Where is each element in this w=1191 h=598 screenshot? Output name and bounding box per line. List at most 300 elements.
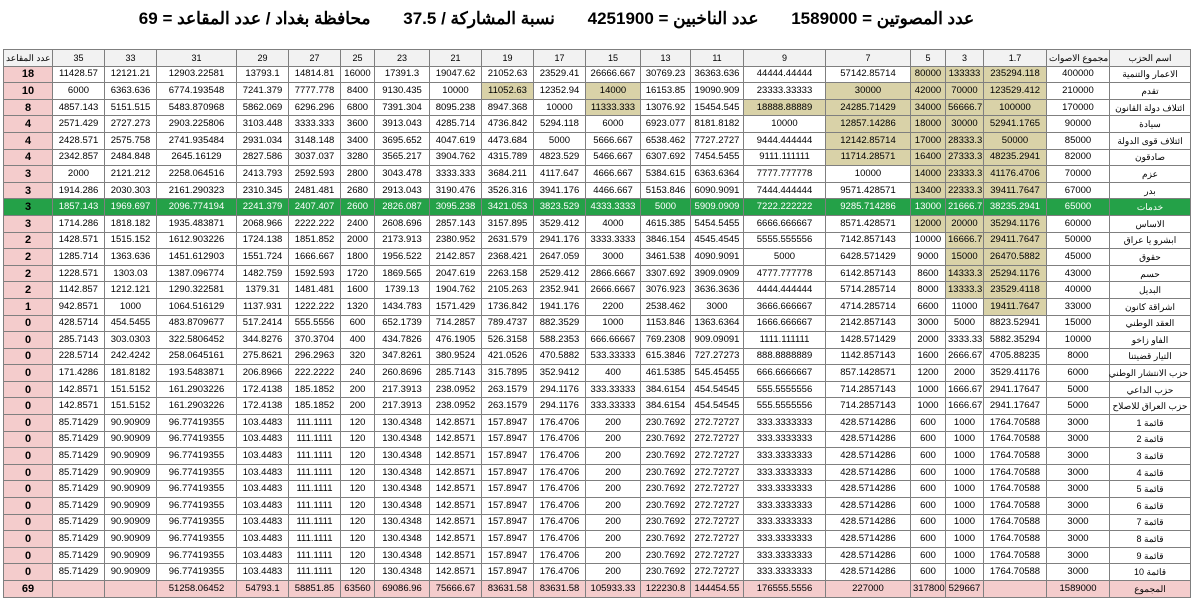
seat-count: 2 [4,282,53,299]
quotient-cell: 428.5714286 [826,564,911,581]
quotient-cell: 6538.462 [641,132,691,149]
quotient-cell: 103.4483 [237,531,289,548]
quotient-cell: 3636.3636 [691,282,744,299]
quotient-cell: 130.4348 [375,547,430,564]
party-name: حسم [1110,265,1191,282]
divisor-header: 33 [105,50,157,67]
quotient-cell: 19047.62 [430,66,482,83]
quotient-cell: 1764.70588 [984,431,1047,448]
quotient-cell: 1379.31 [237,282,289,299]
quotient-cell: 8600 [911,265,946,282]
quotient-cell: 200 [586,464,641,481]
quotient-cell: 1851.852 [289,232,341,249]
quotient-cell: 714.2857143 [826,381,911,398]
divisor-header: 5 [911,50,946,67]
quotient-cell: 3600 [341,116,375,133]
quotient-cell: 2941.17647 [984,381,1047,398]
quotient-cell: 3695.652 [375,132,430,149]
quotient-cell: 16400 [911,149,946,166]
seat-count: 0 [4,398,53,415]
quotient-cell: 142.8571 [430,564,482,581]
quotient-cell: 111.1111 [289,464,341,481]
votes-cell: 85000 [1047,132,1110,149]
table-row [4,498,1191,515]
quotient-cell: 1000 [911,398,946,415]
quotient-cell: 3333.3333 [586,232,641,249]
quotient-cell: 2096.774194 [157,199,237,216]
quotient-cell: 476.1905 [430,332,482,349]
quotient-cell: 176.4706 [534,481,586,498]
quotient-cell: 133333 [946,66,984,83]
quotient-cell: 96.77419355 [157,431,237,448]
votes-cell: 3000 [1047,481,1110,498]
seat-count: 10 [4,83,53,100]
quotient-cell: 171.4286 [53,365,105,382]
quotient-cell: 315.7895 [482,365,534,382]
total-seats: 69 [4,581,53,598]
quotient-cell: 4714.285714 [826,298,911,315]
divisor-header: 9 [744,50,826,67]
quotient-cell: 85.71429 [53,498,105,515]
quotient-cell: 23333.3 [946,166,984,183]
quotient-cell: 428.5714286 [826,464,911,481]
quotient-cell: 3307.692 [641,265,691,282]
quotient-cell: 90.90909 [105,547,157,564]
table-row [4,348,1191,365]
quotient-cell: 272.72727 [691,431,744,448]
quotient-cell: 6296.296 [289,99,341,116]
quotient-cell: 9285.714286 [826,199,911,216]
table-row [4,232,1191,249]
quotient-cell: 3529.41176 [984,365,1047,382]
quotient-cell: 3148.148 [289,132,341,149]
quotient-cell: 272.72727 [691,547,744,564]
quotient-cell: 16000 [341,66,375,83]
quotient-cell: 272.72727 [691,448,744,465]
quotient-cell: 123529.412 [984,83,1047,100]
party-name: بدر [1110,182,1191,199]
votes-cell: 3000 [1047,431,1110,448]
quotient-cell: 96.77419355 [157,564,237,581]
quotient-cell: 230.7692 [641,498,691,515]
quotient-cell: 130.4348 [375,464,430,481]
quotient-cell: 666.6666667 [744,365,826,382]
votes-cell: 65000 [1047,199,1110,216]
quotient-cell: 12142.85714 [826,132,911,149]
divisor-header: 19 [482,50,534,67]
table-row [4,398,1191,415]
quotient-cell: 23333.33333 [744,83,826,100]
quotient-cell: 588.2353 [534,332,586,349]
quotient-cell: 1153.846 [641,315,691,332]
quotient-cell: 19411.7647 [984,298,1047,315]
divisor-header: 7 [826,50,911,67]
quotient-cell: 1000 [946,415,984,432]
quotient-cell: 2941.17647 [984,398,1047,415]
quotient-cell: 30000 [826,83,911,100]
quotient-cell: 1285.714 [53,249,105,266]
quotient-cell: 56666.7 [946,99,984,116]
quotient-cell: 12121.21 [105,66,157,83]
quotient-cell: 57142.85714 [826,66,911,83]
quotient-cell: 333.3333333 [744,531,826,548]
votes-cell: 3000 [1047,531,1110,548]
quotient-cell: 4777.777778 [744,265,826,282]
votes-cell: 43000 [1047,265,1110,282]
quotient-cell: 545.45455 [691,365,744,382]
quotient-cell: 4315.789 [482,149,534,166]
quotient-cell: 1000 [946,464,984,481]
quotient-cell: 10000 [744,116,826,133]
party-name: قائمة 1 [1110,415,1191,432]
quotient-cell: 96.77419355 [157,547,237,564]
quotient-cell: 3846.154 [641,232,691,249]
quotient-cell: 11052.63 [482,83,534,100]
quotient-cell: 26666.667 [586,66,641,83]
quotient-cell: 8095.238 [430,99,482,116]
quotient-cell: 615.3846 [641,348,691,365]
electors-count: عدد الناخبين = 4251900 [587,9,759,28]
table-row [4,381,1191,398]
participation-rate: نسبة المشاركة / 37.5 [403,9,555,28]
quotient-cell: 100000 [984,99,1047,116]
quotient-cell: 428.5714286 [826,448,911,465]
quotient-cell: 421.0526 [482,348,534,365]
party-header: اسم الحزب [1110,50,1191,67]
quotient-cell: 120 [341,481,375,498]
quotient-cell: 111.1111 [289,564,341,581]
quotient-cell: 428.5714286 [826,531,911,548]
quotient-cell: 2538.462 [641,298,691,315]
table-row [4,415,1191,432]
quotient-cell: 3904.762 [430,149,482,166]
quotient-cell: 157.8947 [482,431,534,448]
quotient-cell: 130.4348 [375,448,430,465]
quotient-cell: 1111.111111 [744,332,826,349]
quotient-cell: 120 [341,498,375,515]
divisor-header: 3 [946,50,984,67]
quotient-cell: 1551.724 [237,249,289,266]
quotient-cell: 5454.5455 [691,215,744,232]
total-cell [984,581,1047,598]
quotient-cell: 2666.67 [946,348,984,365]
seat-count: 0 [4,332,53,349]
quotient-cell: 85.71429 [53,531,105,548]
quotient-cell: 27333.3 [946,149,984,166]
quotient-cell: 200 [586,514,641,531]
total-cell: 83631.58 [482,581,534,598]
quotient-cell: 1764.70588 [984,448,1047,465]
quotient-cell: 85.71429 [53,547,105,564]
votes-cell: 6000 [1047,365,1110,382]
quotient-cell: 2857.143 [430,215,482,232]
party-name: حزب الانتشار الوطني [1110,365,1191,382]
votes-cell: 90000 [1047,116,1110,133]
quotient-cell: 7142.857143 [826,232,911,249]
quotient-cell: 13793.1 [237,66,289,83]
quotient-cell: 470.5882 [534,348,586,365]
votes-cell: 45000 [1047,249,1110,266]
quotient-cell: 8571.428571 [826,215,911,232]
quotient-cell: 22333.3 [946,182,984,199]
quotient-cell: 85.71429 [53,431,105,448]
table-row [4,132,1191,149]
quotient-cell: 6800 [341,99,375,116]
quotient-cell: 90.90909 [105,514,157,531]
quotient-cell: 235294.118 [984,66,1047,83]
quotient-cell: 96.77419355 [157,531,237,548]
quotient-cell: 2428.571 [53,132,105,149]
quotient-cell: 1714.286 [53,215,105,232]
quotient-cell: 1363.6364 [691,315,744,332]
table-row [4,431,1191,448]
quotient-cell: 3565.217 [375,149,430,166]
quotient-cell: 240 [341,365,375,382]
quotient-cell: 90.90909 [105,415,157,432]
quotient-cell: 7777.777778 [744,166,826,183]
party-name: صادقون [1110,149,1191,166]
quotient-cell: 428.5714286 [826,498,911,515]
quotient-cell: 157.8947 [482,531,534,548]
quotient-cell: 157.8947 [482,547,534,564]
votes-cell: 15000 [1047,315,1110,332]
quotient-cell: 2680 [341,182,375,199]
quotient-cell: 6000 [53,83,105,100]
party-name: التيار قضيتنا [1110,348,1191,365]
quotient-cell: 1736.842 [482,298,534,315]
quotient-cell: 1764.70588 [984,564,1047,581]
quotient-cell: 70000 [946,83,984,100]
quotient-cell: 6090.9091 [691,182,744,199]
quotient-cell: 2380.952 [430,232,482,249]
quotient-cell: 200 [586,448,641,465]
quotient-cell: 5384.615 [641,166,691,183]
quotient-cell: 142.8571 [430,514,482,531]
quotient-cell: 238.0952 [430,398,482,415]
quotient-cell: 16666.7 [946,232,984,249]
quotient-cell: 5666.667 [586,132,641,149]
quotient-cell: 111.1111 [289,481,341,498]
quotient-cell: 344.8276 [237,332,289,349]
quotient-cell: 12903.22581 [157,66,237,83]
quotient-cell: 1666.667 [289,249,341,266]
quotient-cell: 517.2414 [237,315,289,332]
quotient-cell: 217.3913 [375,381,430,398]
votes-cell: 3000 [1047,448,1110,465]
quotient-cell: 333.3333333 [744,448,826,465]
quotient-cell: 1666.67 [946,398,984,415]
quotient-cell: 151.5152 [105,381,157,398]
quotient-cell: 2608.696 [375,215,430,232]
quotient-cell: 4285.714 [430,116,482,133]
quotient-cell: 1222.222 [289,298,341,315]
quotient-cell: 1600 [911,348,946,365]
votes-cell: 60000 [1047,215,1110,232]
divisor-header: 23 [375,50,430,67]
quotient-cell: 4615.385 [641,215,691,232]
quotient-cell: 2121.212 [105,166,157,183]
quotient-cell: 13076.92 [641,99,691,116]
votes-cell: 10000 [1047,332,1110,349]
quotient-cell: 8181.8182 [691,116,744,133]
quotient-cell: 103.4483 [237,481,289,498]
quotient-cell: 90.90909 [105,564,157,581]
quotient-cell: 7727.2727 [691,132,744,149]
quotient-cell: 1000 [946,564,984,581]
quotient-cell: 400 [341,332,375,349]
quotient-cell: 260.8696 [375,365,430,382]
seat-count: 3 [4,215,53,232]
total-cell [53,581,105,598]
quotient-cell: 200 [586,531,641,548]
party-name: ائتلاف قوى الدولة [1110,132,1191,149]
divisor-header: 29 [237,50,289,67]
quotient-cell: 200 [341,381,375,398]
quotient-cell: 4466.667 [586,182,641,199]
votes-cell: 8000 [1047,348,1110,365]
quotient-cell: 2529.412 [534,265,586,282]
table-row [4,215,1191,232]
quotient-cell: 1764.70588 [984,514,1047,531]
quotient-cell: 5862.069 [237,99,289,116]
quotient-cell: 9571.428571 [826,182,911,199]
quotient-cell: 30000 [946,116,984,133]
quotient-cell: 400 [586,365,641,382]
party-name: ابشرو يا عراق [1110,232,1191,249]
quotient-cell: 454.54545 [691,398,744,415]
seat-count: 0 [4,431,53,448]
table-row [4,282,1191,299]
table-row [4,298,1191,315]
quotient-cell: 238.0952 [430,381,482,398]
seat-count: 2 [4,249,53,266]
quotient-cell: 3461.538 [641,249,691,266]
quotient-cell: 1137.931 [237,298,289,315]
quotient-cell: 600 [911,564,946,581]
quotient-cell: 10000 [911,232,946,249]
quotient-cell: 111.1111 [289,514,341,531]
seat-count: 0 [4,564,53,581]
quotient-cell: 26470.5882 [984,249,1047,266]
quotient-cell: 90.90909 [105,448,157,465]
quotient-cell: 176.4706 [534,531,586,548]
table-row [4,365,1191,382]
quotient-cell: 2592.593 [289,166,341,183]
quotient-cell: 454.54545 [691,381,744,398]
votes-cell: 5000 [1047,398,1110,415]
quotient-cell: 2047.619 [430,265,482,282]
quotient-cell: 1724.138 [237,232,289,249]
quotient-cell: 9444.444444 [744,132,826,149]
quotient-cell: 35294.1176 [984,215,1047,232]
quotient-cell: 352.9412 [534,365,586,382]
quotient-cell: 303.0303 [105,332,157,349]
quotient-cell: 15000 [946,249,984,266]
party-name: العقد الوطني [1110,315,1191,332]
quotient-cell: 3400 [341,132,375,149]
quotient-cell: 39411.7647 [984,182,1047,199]
quotient-cell: 2826.087 [375,199,430,216]
quotient-cell: 3037.037 [289,149,341,166]
quotient-cell: 6000 [586,116,641,133]
quotient-cell: 3280 [341,149,375,166]
quotient-cell: 4823.529 [534,149,586,166]
total-cell: 69086.96 [375,581,430,598]
quotient-cell: 1592.593 [289,265,341,282]
seat-allocation-table [3,49,1191,598]
quotient-cell: 111.1111 [289,431,341,448]
quotient-cell: 10000 [534,99,586,116]
quotient-cell: 176.4706 [534,431,586,448]
quotient-cell: 428.5714286 [826,547,911,564]
quotient-cell: 230.7692 [641,415,691,432]
quotient-cell: 555.5555556 [744,398,826,415]
seat-count: 0 [4,365,53,382]
quotient-cell: 130.4348 [375,514,430,531]
divisor-header: 25 [341,50,375,67]
quotient-cell: 52941.1765 [984,116,1047,133]
seat-count: 0 [4,415,53,432]
quotient-cell: 85.71429 [53,464,105,481]
quotient-cell: 2631.579 [482,232,534,249]
seat-count: 8 [4,99,53,116]
quotient-cell: 90.90909 [105,431,157,448]
total-label: المجموع [1110,581,1191,598]
quotient-cell: 5466.667 [586,149,641,166]
quotient-cell: 600 [911,464,946,481]
quotient-cell: 333.3333333 [744,481,826,498]
quotient-cell: 333.33333 [586,398,641,415]
quotient-cell: 1869.565 [375,265,430,282]
quotient-cell: 161.2903226 [157,398,237,415]
party-name: قائمة 2 [1110,431,1191,448]
quotient-cell: 3076.923 [641,282,691,299]
quotient-cell: 2310.345 [237,182,289,199]
table-row [4,182,1191,199]
party-name: خدمات [1110,199,1191,216]
divisor-header: 35 [53,50,105,67]
quotient-cell: 1764.70588 [984,498,1047,515]
total-cell: 227000 [826,581,911,598]
quotient-cell: 294.1176 [534,398,586,415]
votes-cell: 3000 [1047,564,1110,581]
quotient-cell: 50000 [984,132,1047,149]
quotient-cell: 142.8571 [430,481,482,498]
table-row [4,332,1191,349]
quotient-cell: 96.77419355 [157,448,237,465]
votes-cell: 3000 [1047,464,1110,481]
quotient-cell: 5483.870968 [157,99,237,116]
table-row [4,564,1191,581]
party-name: الفاو زاخو [1110,332,1191,349]
quotient-cell: 9111.111111 [744,149,826,166]
quotient-cell: 130.4348 [375,431,430,448]
quotient-cell: 217.3913 [375,398,430,415]
quotient-cell: 3095.238 [430,199,482,216]
divisor-header: 11 [691,50,744,67]
quotient-cell: 384.6154 [641,398,691,415]
total-row [4,581,1191,598]
quotient-cell: 3000 [586,249,641,266]
votes-cell: 50000 [1047,232,1110,249]
quotient-cell: 4857.143 [53,99,105,116]
quotient-cell: 29411.7647 [984,232,1047,249]
header-row [4,50,1191,67]
quotient-cell: 90.90909 [105,531,157,548]
quotient-cell: 320 [341,348,375,365]
seat-count: 4 [4,116,53,133]
quotient-cell: 275.8621 [237,348,289,365]
